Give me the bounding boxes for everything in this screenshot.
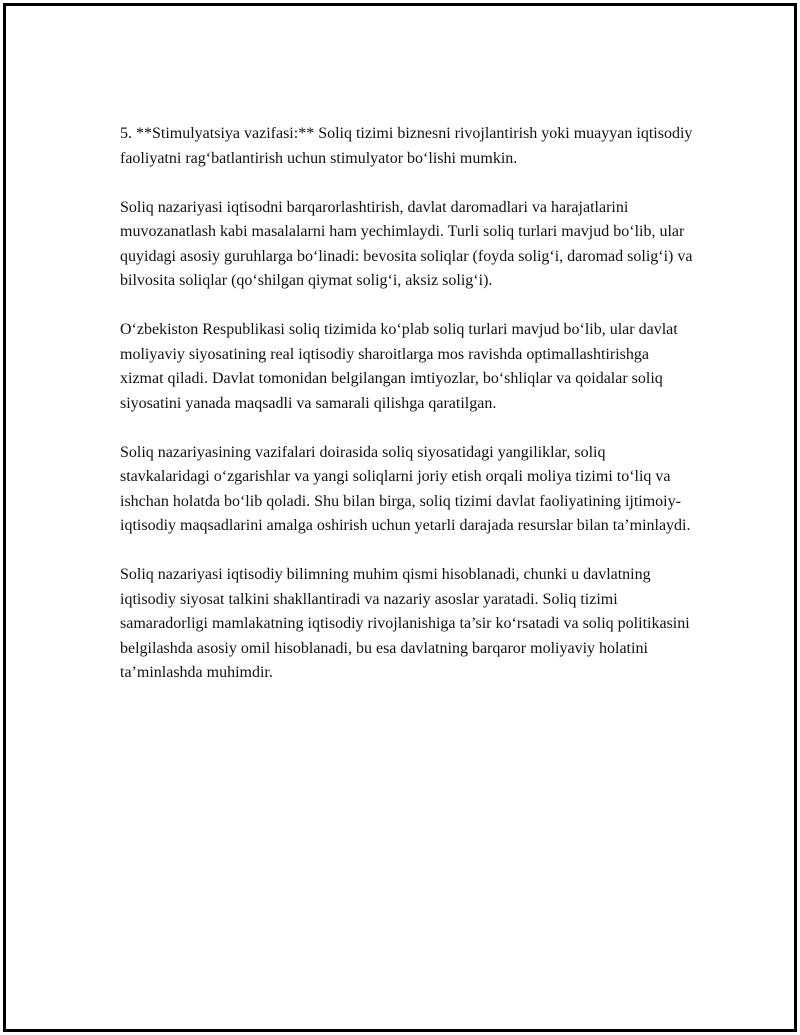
paragraph-iqtisodiy-bilim: Soliq nazariyasi iqtisodiy bilimning muhim qismi hisoblanadi, chunki u davlatning iqtisodiy siyosat talkini shakllantiradi va nazariy asoslar yaratadi. Soliq tizimi samaradorligi mamlakatning iqtisodiy rivojlanishiga ta’sir ko‘rsatadi va soliq politikasini belgilashda asosiy omil hisoblanadi, bu esa davlatning barqaror moliyaviy holatini ta’minlashda muhimdir. (120, 566, 690, 681)
document-body (120, 122, 694, 710)
paragraph-stimulyatsiya: 5. **Stimulyatsiya vazifasi:** Soliq tizimi biznesni rivojlantirish yoki muayyan iqtisodiy faoliyatni rag‘batlantirish uchun stimulyator bo‘lishi mumkin. (120, 125, 693, 167)
paragraph-vazifalari: Soliq nazariyasining vazifalari doirasida soliq siyosatidagi yangiliklar, soliq stavkalaridagi o‘zgarishlar va yangi soliqlarni joriy etish orqali moliya tizimi to‘liq va ishchan holatda bo‘lib qoladi. Shu bilan birga, soliq tizimi davlat faoliyatining ijtimoiy-iqtisodiy maqsadlarini amalga oshirish uchun yetarli darajada resurslar bilan ta’minlaydi. (120, 443, 691, 534)
page-frame (3, 3, 797, 1032)
paragraph-ozbekiston: O‘zbekiston Respublikasi soliq tizimida ko‘plab soliq turlari mavjud bo‘lib, ular davlat moliyaviy siyosatining real iqtisodiy sharoitlarga mos ravishda optimallashtirishga xizmat qiladi. Davlat tomonidan belgilangan imtiyozlar, bo‘shliqlar va qoidalar soliq siyosatini yanada maqsadli va samarali qilishga qaratilgan. (120, 321, 678, 412)
paragraph-soliq-nazariyasi: Soliq nazariyasi iqtisodni barqarorlashtirish, davlat daromadlari va harajatlarini muvozanatlash kabi masalalarni ham yechimlaydi. Turli soliq turlari mavjud bo‘lib, ular quyidagi asosiy guruhlarga bo‘linadi: bevosita soliqlar (foyda solig‘i, daromad solig‘i) va bilvosita soliqlar (qo‘shilgan qiymat solig‘i, aksiz solig‘i). (120, 198, 693, 289)
